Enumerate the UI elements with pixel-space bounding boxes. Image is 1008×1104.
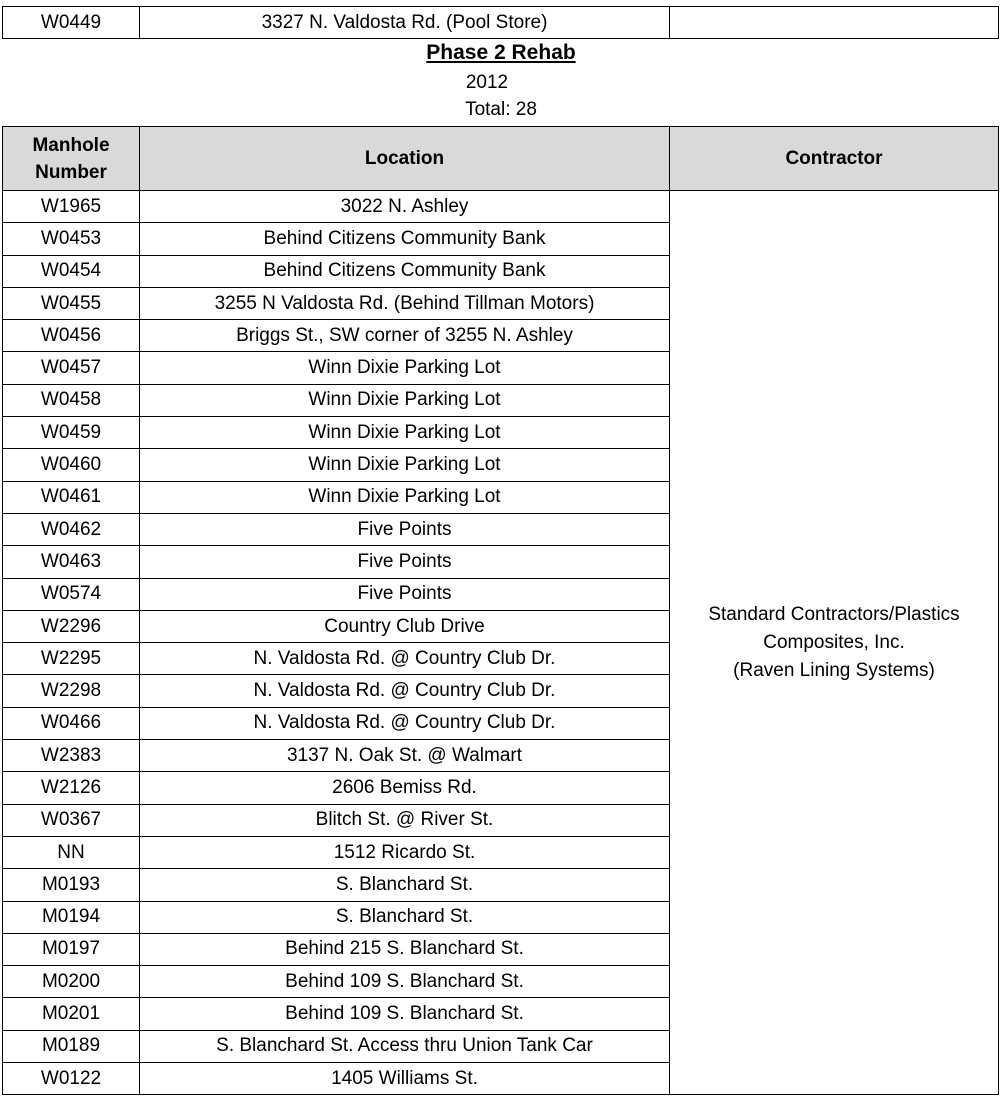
manhole-number-cell: W0455 — [3, 287, 140, 319]
location-cell: Five Points — [140, 546, 670, 578]
location-cell: Behind 215 S. Blanchard St. — [140, 933, 670, 965]
column-header-contractor: Contractor — [670, 127, 999, 191]
manhole-number-cell: W0461 — [3, 481, 140, 513]
manhole-number-cell: NN — [3, 836, 140, 868]
location-cell: Winn Dixie Parking Lot — [140, 417, 670, 449]
location-cell: Behind 109 S. Blanchard St. — [140, 998, 670, 1030]
location-cell: 3327 N. Valdosta Rd. (Pool Store) — [140, 7, 670, 39]
location-cell: 2606 Bemiss Rd. — [140, 772, 670, 804]
location-cell: 3137 N. Oak St. @ Walmart — [140, 740, 670, 772]
previous-phase-table — [2, 6, 999, 39]
header-line: Number — [35, 161, 107, 183]
location-cell: Five Points — [140, 513, 670, 545]
location-cell: 1405 Williams St. — [140, 1063, 670, 1095]
manhole-number-cell: W0453 — [3, 223, 140, 255]
location-cell: S. Blanchard St. — [140, 869, 670, 901]
manhole-number-cell: W0454 — [3, 255, 140, 287]
manhole-number-cell: M0197 — [3, 933, 140, 965]
manhole-number-cell: W2295 — [3, 643, 140, 675]
contractor-line: (Raven Lining Systems) — [733, 659, 935, 681]
location-cell: Winn Dixie Parking Lot — [140, 384, 670, 416]
manhole-number-cell: W0456 — [3, 320, 140, 352]
manhole-number-cell: W0463 — [3, 546, 140, 578]
contractor-cell — [670, 7, 999, 39]
section-total: Total: 28 — [465, 99, 537, 120]
table-header-row — [3, 127, 999, 191]
location-cell: N. Valdosta Rd. @ Country Club Dr. — [140, 707, 670, 739]
header-line: Manhole — [32, 134, 110, 156]
section-year: 2012 — [465, 72, 509, 93]
manhole-number-cell: M0189 — [3, 1030, 140, 1062]
manhole-number-cell: M0193 — [3, 869, 140, 901]
phase-2-rehab-table — [2, 126, 999, 1095]
table-row — [3, 191, 999, 223]
location-cell: Briggs St., SW corner of 3255 N. Ashley — [140, 320, 670, 352]
manhole-number-cell: W0460 — [3, 449, 140, 481]
location-cell: Winn Dixie Parking Lot — [140, 352, 670, 384]
section-title: Phase 2 Rehab — [426, 41, 576, 64]
location-cell: 1512 Ricardo St. — [140, 836, 670, 868]
table-row — [3, 7, 999, 39]
location-cell: Winn Dixie Parking Lot — [140, 449, 670, 481]
location-cell: N. Valdosta Rd. @ Country Club Dr. — [140, 643, 670, 675]
manhole-number-cell: W1965 — [3, 191, 140, 223]
manhole-number-cell: M0201 — [3, 998, 140, 1030]
manhole-number-cell: W2296 — [3, 610, 140, 642]
column-header-location: Location — [140, 127, 670, 191]
location-cell: 3255 N Valdosta Rd. (Behind Tillman Motors) — [140, 287, 670, 319]
location-cell: Blitch St. @ River St. — [140, 804, 670, 836]
manhole-number-cell: M0200 — [3, 966, 140, 998]
location-cell: Behind Citizens Community Bank — [140, 255, 670, 287]
manhole-number-cell: W0457 — [3, 352, 140, 384]
manhole-number-cell: W0449 — [3, 7, 140, 39]
location-cell: 3022 N. Ashley — [140, 191, 670, 223]
manhole-number-cell: W0459 — [3, 417, 140, 449]
location-cell: Behind 109 S. Blanchard St. — [140, 966, 670, 998]
manhole-number-cell: M0194 — [3, 901, 140, 933]
manhole-number-cell: W2298 — [3, 675, 140, 707]
contractor-line: Composites, Inc. — [763, 631, 905, 653]
contractor-line: Standard Contractors/Plastics — [708, 603, 960, 625]
location-cell: Country Club Drive — [140, 610, 670, 642]
location-cell: S. Blanchard St. Access thru Union Tank Car — [140, 1030, 670, 1062]
location-cell: N. Valdosta Rd. @ Country Club Dr. — [140, 675, 670, 707]
column-header-manhole-number — [3, 127, 140, 191]
location-cell: Behind Citizens Community Bank — [140, 223, 670, 255]
manhole-number-cell: W2126 — [3, 772, 140, 804]
table-body — [3, 191, 999, 1095]
manhole-number-cell: W0574 — [3, 578, 140, 610]
manhole-number-cell: W0367 — [3, 804, 140, 836]
manhole-number-cell: W0122 — [3, 1063, 140, 1095]
manhole-number-cell: W0458 — [3, 384, 140, 416]
location-cell: S. Blanchard St. — [140, 901, 670, 933]
manhole-number-cell: W0466 — [3, 707, 140, 739]
manhole-number-cell: W2383 — [3, 740, 140, 772]
manhole-number-cell: W0462 — [3, 513, 140, 545]
location-cell: Winn Dixie Parking Lot — [140, 481, 670, 513]
contractor-cell — [670, 191, 999, 1095]
location-cell: Five Points — [140, 578, 670, 610]
